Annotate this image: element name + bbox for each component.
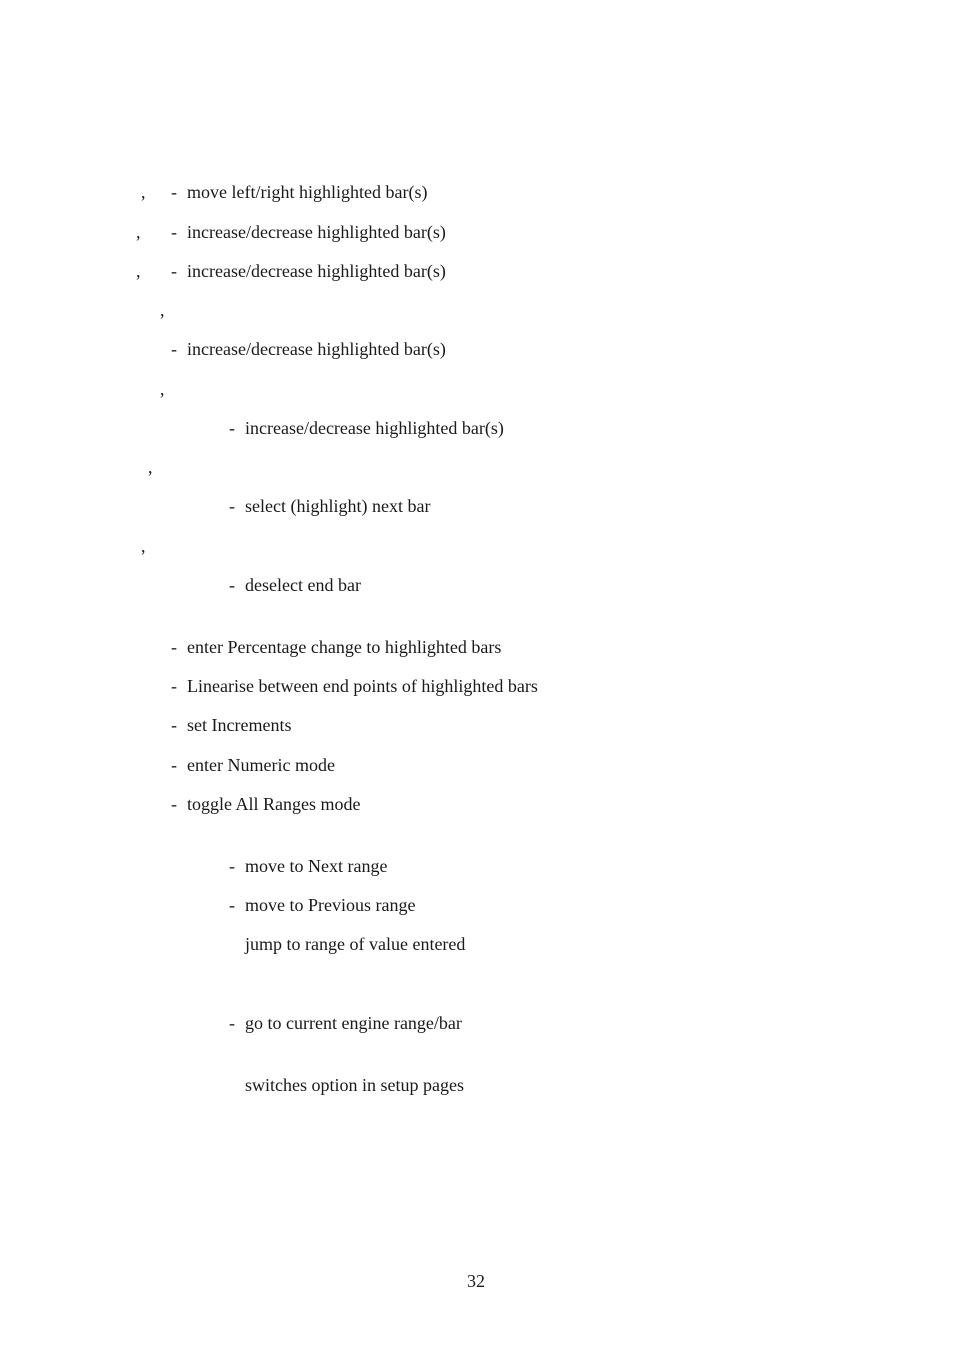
comma-mark: ,: [160, 379, 165, 399]
dash-mark: -: [229, 895, 235, 915]
dash-mark: -: [171, 182, 177, 202]
shortcut-description: increase/decrease highlighted bar(s): [187, 261, 446, 281]
comma-mark: ,: [160, 300, 165, 320]
shortcut-description: enter Percentage change to highlighted bars: [187, 637, 502, 657]
shortcut-description: move to Next range: [245, 856, 388, 876]
shortcut-description: toggle All Ranges mode: [187, 794, 361, 814]
shortcut-description: select (highlight) next bar: [245, 496, 431, 516]
shortcut-description: move to Previous range: [245, 895, 416, 915]
dash-mark: -: [171, 222, 177, 242]
dash-mark: -: [171, 676, 177, 696]
dash-mark: -: [229, 1013, 235, 1033]
dash-mark: -: [171, 261, 177, 281]
dash-mark: -: [229, 418, 235, 438]
dash-mark: -: [229, 496, 235, 516]
dash-mark: -: [229, 856, 235, 876]
dash-mark: -: [229, 575, 235, 595]
shortcut-description: Linearise between end points of highlighted bars: [187, 676, 538, 696]
comma-mark: ,: [136, 261, 141, 281]
shortcut-description: switches option in setup pages: [245, 1075, 464, 1095]
dash-mark: -: [171, 637, 177, 657]
shortcut-description: jump to range of value entered: [245, 934, 466, 954]
shortcut-description: increase/decrease highlighted bar(s): [187, 222, 446, 242]
comma-mark: ,: [136, 222, 141, 242]
shortcut-description: set Increments: [187, 715, 292, 735]
shortcut-description: enter Numeric mode: [187, 755, 335, 775]
page-number: 32: [467, 1271, 485, 1291]
shortcut-description: move left/right highlighted bar(s): [187, 182, 428, 202]
dash-mark: -: [171, 755, 177, 775]
shortcut-description: go to current engine range/bar: [245, 1013, 462, 1033]
dash-mark: -: [171, 794, 177, 814]
comma-mark: ,: [148, 457, 153, 477]
dash-mark: -: [171, 339, 177, 359]
dash-mark: -: [171, 715, 177, 735]
comma-mark: ,: [141, 182, 146, 202]
shortcut-description: deselect end bar: [245, 575, 361, 595]
comma-mark: ,: [141, 536, 146, 556]
shortcut-description: increase/decrease highlighted bar(s): [187, 339, 446, 359]
shortcut-description: increase/decrease highlighted bar(s): [245, 418, 504, 438]
